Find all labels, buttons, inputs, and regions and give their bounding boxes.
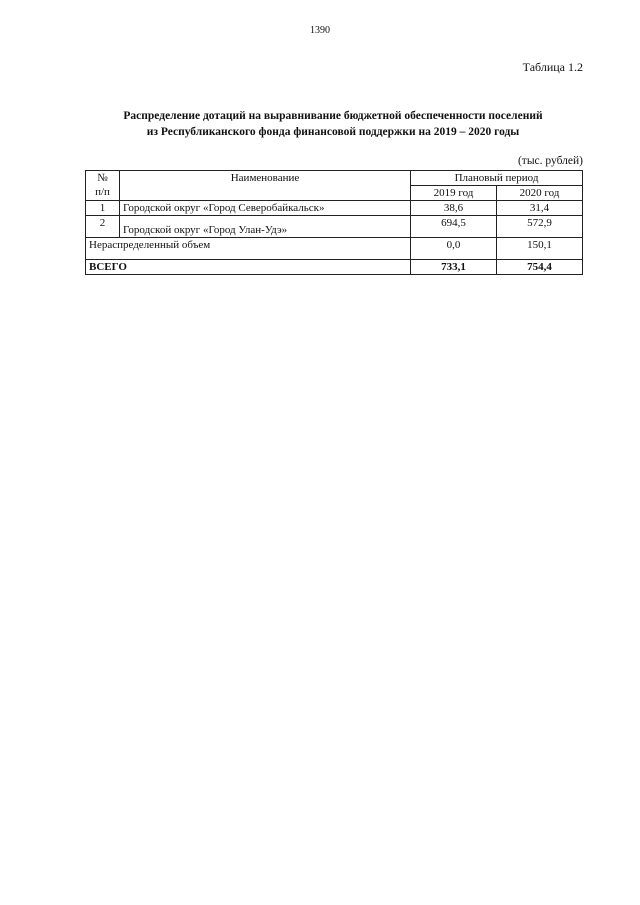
- row-value-2020: 31,4: [497, 201, 583, 216]
- row-num: 2: [86, 216, 120, 238]
- title-line-1: Распределение дотаций на выравнивание бюджетной обеспеченности поселений: [123, 110, 543, 122]
- unallocated-value-2019: 0,0: [411, 238, 497, 260]
- table-row: [86, 216, 583, 238]
- row-name: Городской округ «Город Улан-Удэ»: [120, 216, 411, 238]
- header-num-line2: п/п: [95, 186, 110, 198]
- total-value-2020: 754,4: [497, 260, 583, 275]
- header-year-2019: 2019 год: [411, 186, 497, 201]
- unallocated-value-2020: 150,1: [497, 238, 583, 260]
- header-name: Наименование: [120, 171, 411, 201]
- table-row: [86, 201, 583, 216]
- total-value-2019: 733,1: [411, 260, 497, 275]
- unallocated-row: [86, 238, 583, 260]
- total-name: ВСЕГО: [86, 260, 411, 275]
- row-num: 1: [86, 201, 120, 216]
- title-line-2: из Республиканского фонда финансовой поддержки на 2019 – 2020 годы: [146, 126, 520, 138]
- row-value-2020: 572,9: [497, 216, 583, 238]
- header-row-1: [86, 171, 583, 186]
- header-year-2020: 2020 год: [497, 186, 583, 201]
- row-name: Городской округ «Город Северобайкальск»: [120, 201, 411, 216]
- header-num: [86, 171, 120, 201]
- subsidy-table: [85, 170, 583, 275]
- document-title: [60, 108, 606, 140]
- table-label: Таблица 1.2: [522, 60, 583, 74]
- header-period: Плановый период: [411, 171, 583, 186]
- unallocated-name: Нераспределенный объем: [86, 238, 411, 260]
- row-value-2019: 38,6: [411, 201, 497, 216]
- row-value-2019: 694,5: [411, 216, 497, 238]
- page-number: 1390: [310, 25, 330, 36]
- total-row: [86, 260, 583, 275]
- units-label: (тыс. рублей): [517, 155, 583, 167]
- header-num-line1: №: [97, 172, 108, 184]
